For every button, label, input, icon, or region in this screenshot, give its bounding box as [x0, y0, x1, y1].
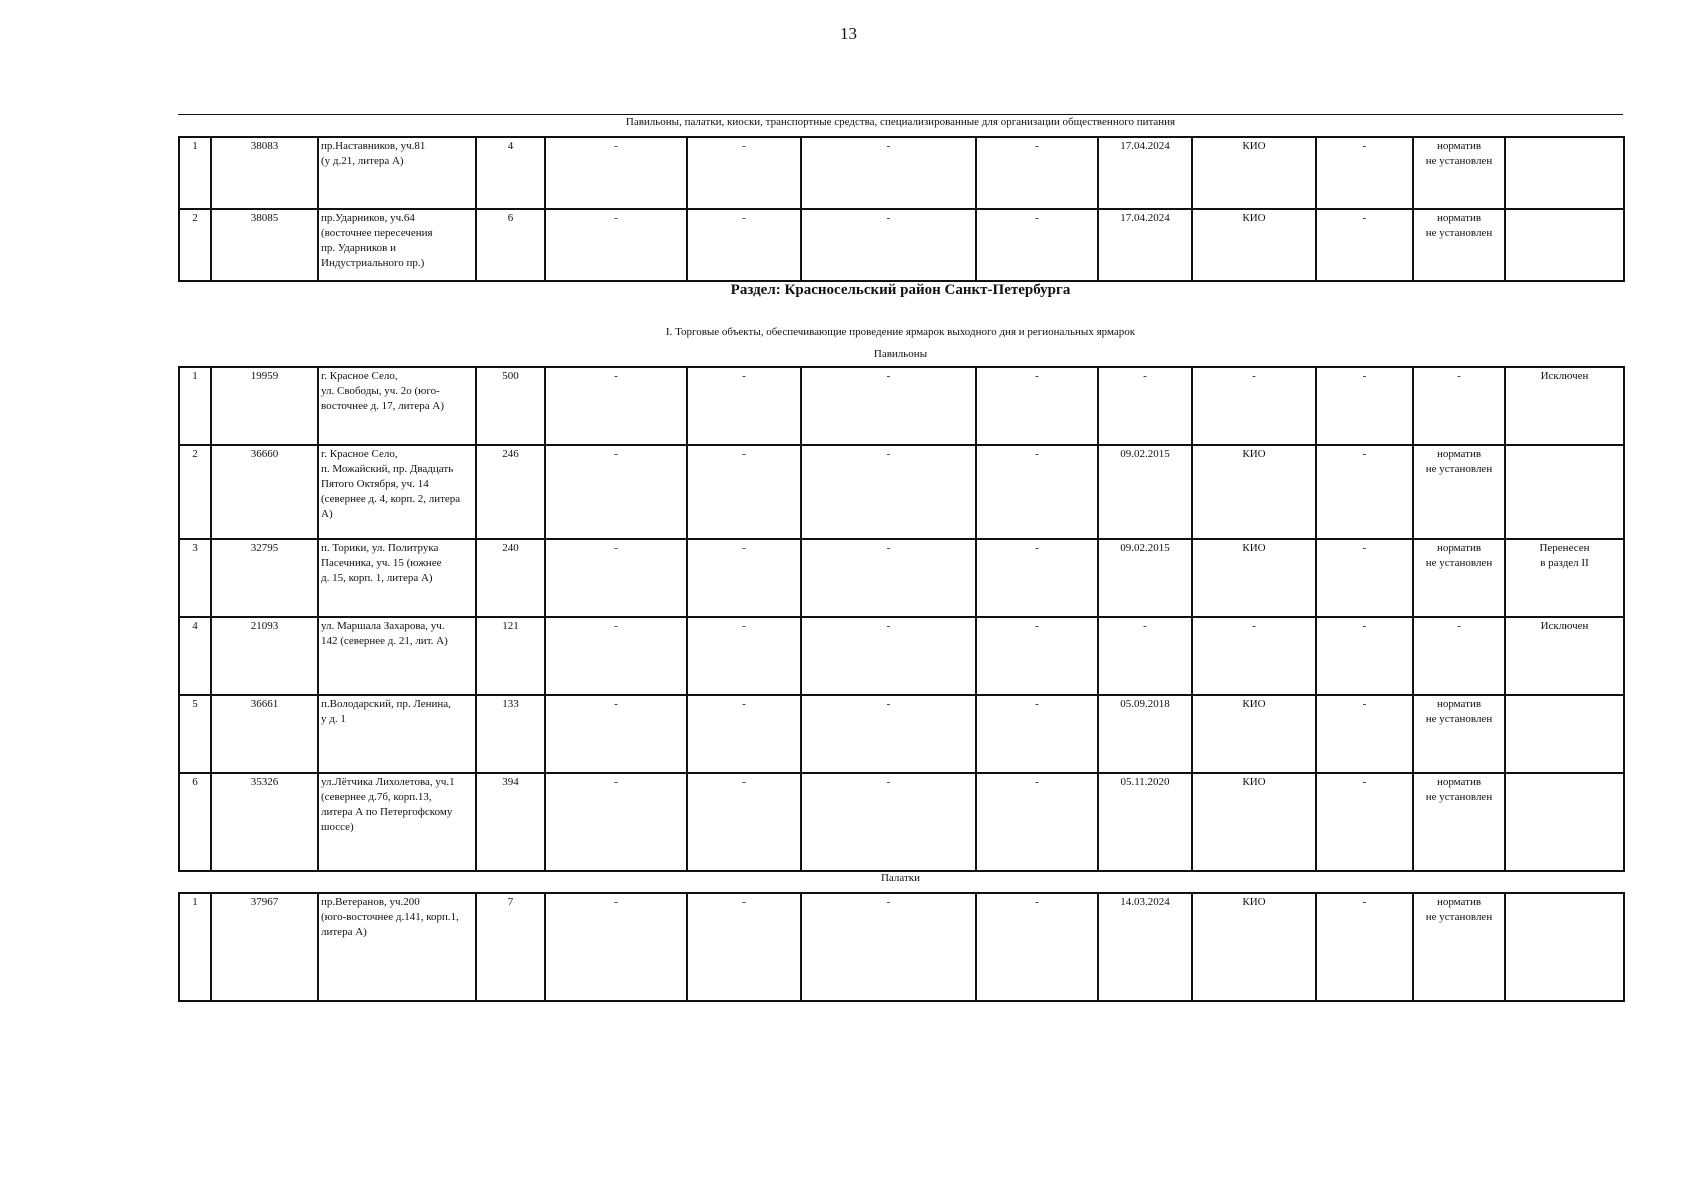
table-row: [179, 137, 1624, 209]
cell-date: -: [1098, 617, 1192, 695]
cell-note: [1505, 209, 1624, 281]
cell-col-6: -: [687, 137, 801, 209]
cell-col-8: -: [976, 137, 1098, 209]
cell-col-5: -: [545, 137, 687, 209]
cell-col-7: -: [801, 209, 976, 281]
cell-standard: норматив не установлен: [1413, 209, 1505, 281]
cell-date: 05.09.2018: [1098, 695, 1192, 773]
table-row: [179, 539, 1624, 617]
table-block-3: [178, 892, 1623, 1002]
cell-standard: норматив не установлен: [1413, 137, 1505, 209]
table-block-1: [178, 136, 1623, 282]
cell-col-5: -: [545, 893, 687, 1001]
table-block-2: [178, 366, 1623, 872]
section-heading: Раздел: Красносельский район Санкт-Петербурга: [730, 282, 1071, 298]
cell-date: 17.04.2024: [1098, 209, 1192, 281]
cell-col-7: -: [801, 893, 976, 1001]
cell-object-id: 19959: [211, 367, 318, 445]
cell-col-11: -: [1316, 137, 1413, 209]
cell-standard: норматив не установлен: [1413, 773, 1505, 871]
cell-col-8: -: [976, 773, 1098, 871]
cell-address: ул.Лётчика Лихолетова, уч.1 (севернее д.7б, корп.13, литера А по Петергофскому шоссе): [318, 773, 476, 871]
cell-authority: -: [1192, 617, 1316, 695]
cell-standard: норматив не установлен: [1413, 445, 1505, 539]
cell-note: [1505, 893, 1624, 1001]
cell-col-11: -: [1316, 695, 1413, 773]
cell-address: ул. Маршала Захарова, уч. 142 (севернее д. 21, лит. А): [318, 617, 476, 695]
cell-area: 394: [476, 773, 545, 871]
cell-authority: КИО: [1192, 445, 1316, 539]
top-rule: [178, 114, 1623, 115]
cell-address: п.Володарский, пр. Ленина, у д. 1: [318, 695, 476, 773]
page-number: 13: [840, 24, 857, 43]
cell-col-8: -: [976, 539, 1098, 617]
cell-date: -: [1098, 367, 1192, 445]
cell-object-id: 37967: [211, 893, 318, 1001]
cell-object-id: 36661: [211, 695, 318, 773]
cell-col-6: -: [687, 695, 801, 773]
cell-col-7: -: [801, 617, 976, 695]
block2-caption: Павильоны: [873, 348, 928, 360]
cell-row-number: 1: [179, 367, 211, 445]
cell-note: [1505, 695, 1624, 773]
cell-address: г. Красное Село, ул. Свободы, уч. 2о (юго- восточнее д. 17, литера А): [318, 367, 476, 445]
subsection-title: I. Торговые объекты, обеспечивающие проведение ярмарок выходного дня и региональных ярмарок: [665, 326, 1136, 338]
table-row: [179, 367, 1624, 445]
cell-col-6: -: [687, 367, 801, 445]
cell-row-number: 2: [179, 209, 211, 281]
cell-authority: КИО: [1192, 209, 1316, 281]
cell-note: [1505, 773, 1624, 871]
cell-note: Перенесен в раздел II: [1505, 539, 1624, 617]
table-row: [179, 445, 1624, 539]
cell-address: пр.Ветеранов, уч.200 (юго-восточнее д.141, корп.1, литера А): [318, 893, 476, 1001]
block3-caption: Палатки: [880, 872, 921, 884]
block1-caption: Павильоны, палатки, киоски, транспортные средства, специализированные для организации общественного питания: [625, 116, 1176, 128]
cell-col-5: -: [545, 209, 687, 281]
cell-area: 246: [476, 445, 545, 539]
table-row: [179, 209, 1624, 281]
cell-authority: КИО: [1192, 773, 1316, 871]
cell-col-7: -: [801, 539, 976, 617]
cell-object-id: 32795: [211, 539, 318, 617]
cell-row-number: 3: [179, 539, 211, 617]
cell-standard: -: [1413, 367, 1505, 445]
cell-col-11: -: [1316, 893, 1413, 1001]
tents-table: [178, 892, 1625, 1002]
cell-col-6: -: [687, 445, 801, 539]
cell-standard: норматив не установлен: [1413, 539, 1505, 617]
cell-col-11: -: [1316, 617, 1413, 695]
cell-col-8: -: [976, 617, 1098, 695]
cell-address: пр.Наставников, уч.81 (у д.21, литера А): [318, 137, 476, 209]
cell-col-5: -: [545, 695, 687, 773]
cell-col-11: -: [1316, 367, 1413, 445]
cell-row-number: 2: [179, 445, 211, 539]
cell-row-number: 1: [179, 137, 211, 209]
cell-address: пр.Ударников, уч.64 (восточнее пересечения пр. Ударников и Индустриального пр.): [318, 209, 476, 281]
cell-row-number: 1: [179, 893, 211, 1001]
table-row: [179, 773, 1624, 871]
cell-standard: норматив не установлен: [1413, 893, 1505, 1001]
cell-col-5: -: [545, 773, 687, 871]
catering-table: [178, 136, 1625, 282]
cell-col-5: -: [545, 539, 687, 617]
pavilions-table: [178, 366, 1625, 872]
cell-col-5: -: [545, 617, 687, 695]
cell-col-7: -: [801, 773, 976, 871]
cell-date: 09.02.2015: [1098, 445, 1192, 539]
cell-col-11: -: [1316, 209, 1413, 281]
cell-authority: -: [1192, 367, 1316, 445]
cell-col-5: -: [545, 445, 687, 539]
cell-date: 09.02.2015: [1098, 539, 1192, 617]
cell-note: Исключен: [1505, 367, 1624, 445]
cell-col-7: -: [801, 445, 976, 539]
cell-object-id: 21093: [211, 617, 318, 695]
cell-object-id: 35326: [211, 773, 318, 871]
cell-col-6: -: [687, 617, 801, 695]
cell-col-7: -: [801, 367, 976, 445]
cell-col-11: -: [1316, 773, 1413, 871]
cell-object-id: 38085: [211, 209, 318, 281]
cell-col-7: -: [801, 695, 976, 773]
table-row: [179, 617, 1624, 695]
cell-col-6: -: [687, 209, 801, 281]
cell-col-8: -: [976, 367, 1098, 445]
cell-col-8: -: [976, 445, 1098, 539]
cell-note: [1505, 137, 1624, 209]
cell-area: 240: [476, 539, 545, 617]
cell-authority: КИО: [1192, 539, 1316, 617]
cell-col-8: -: [976, 893, 1098, 1001]
cell-area: 7: [476, 893, 545, 1001]
cell-authority: КИО: [1192, 137, 1316, 209]
cell-col-11: -: [1316, 539, 1413, 617]
cell-col-6: -: [687, 893, 801, 1001]
cell-date: 17.04.2024: [1098, 137, 1192, 209]
cell-address: п. Торики, ул. Политрука Пасечника, уч. 15 (южнее д. 15, корп. 1, литера А): [318, 539, 476, 617]
cell-note: [1505, 445, 1624, 539]
cell-address: г. Красное Село, п. Можайский, пр. Двадцать Пятого Октября, уч. 14 (севернее д. 4, корп. 2, литера А): [318, 445, 476, 539]
cell-date: 14.03.2024: [1098, 893, 1192, 1001]
cell-area: 121: [476, 617, 545, 695]
cell-authority: КИО: [1192, 695, 1316, 773]
cell-object-id: 36660: [211, 445, 318, 539]
cell-area: 4: [476, 137, 545, 209]
cell-area: 500: [476, 367, 545, 445]
table-row: [179, 695, 1624, 773]
cell-col-5: -: [545, 367, 687, 445]
cell-row-number: 6: [179, 773, 211, 871]
cell-standard: -: [1413, 617, 1505, 695]
cell-col-11: -: [1316, 445, 1413, 539]
cell-area: 6: [476, 209, 545, 281]
cell-row-number: 4: [179, 617, 211, 695]
cell-col-7: -: [801, 137, 976, 209]
cell-object-id: 38083: [211, 137, 318, 209]
cell-authority: КИО: [1192, 893, 1316, 1001]
cell-col-6: -: [687, 773, 801, 871]
cell-col-8: -: [976, 209, 1098, 281]
cell-row-number: 5: [179, 695, 211, 773]
cell-standard: норматив не установлен: [1413, 695, 1505, 773]
cell-col-6: -: [687, 539, 801, 617]
cell-area: 133: [476, 695, 545, 773]
cell-date: 05.11.2020: [1098, 773, 1192, 871]
cell-note: Исключен: [1505, 617, 1624, 695]
table-row: [179, 893, 1624, 1001]
cell-col-8: -: [976, 695, 1098, 773]
